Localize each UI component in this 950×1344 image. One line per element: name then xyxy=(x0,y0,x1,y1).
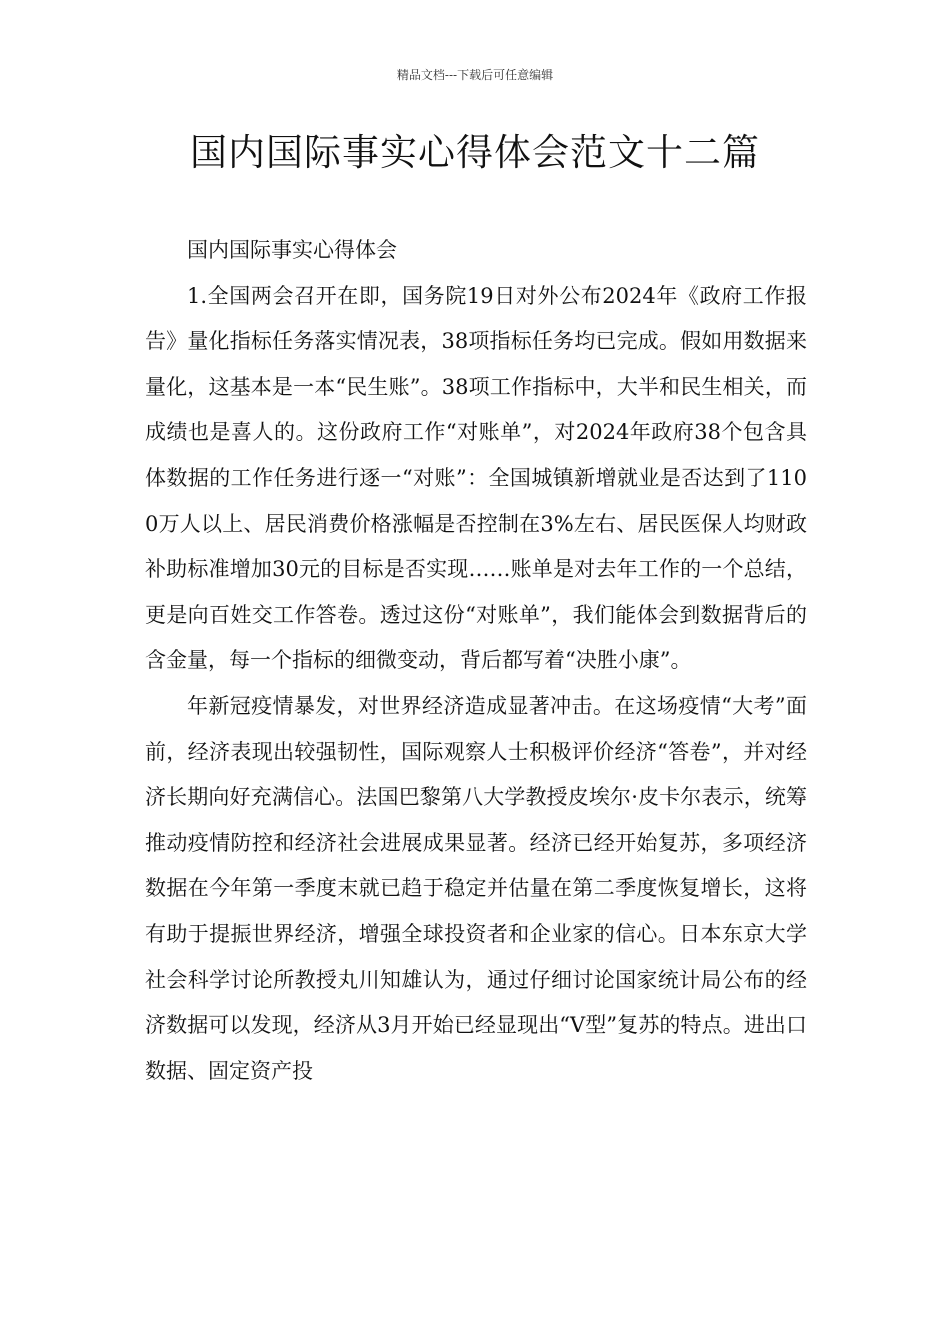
body-paragraph: 年新冠疫情暴发，对世界经济造成显著冲击。在这场疫情“大考”面前，经济表现出较强韧性，国际观察人士积极评价经济“答卷”，并对经济长期向好充满信心。法国巴黎第八大学教授皮埃尔·皮卡尔表示，统筹推动疫情防控和经济社会进展成果显著。经济已经开始复苏，多项经济数据在今年第一季度末就已趋于稳定并估量在第二季度恢复增长，这将有助于提振世界经济，增强全球投资者和企业家的信心。日本东京大学社会科学讨论所教授丸川知雄认为，通过仔细讨论国家统计局公布的经济数据可以发现，经济从3月开始已经显现出“V型”复苏的特点。进出口数据、固定资产投 xyxy=(145,693,807,1083)
document-body xyxy=(145,228,807,1094)
section-heading: 国内国际事实心得体会 xyxy=(187,238,397,262)
body-paragraph: 1.全国两会召开在即，国务院19日对外公布2024年《政府工作报告》量化指标任务落实情况表，38项指标任务均已完成。假如用数据来量化，这基本是一本“民生账”。38项工作指标中，大半和民生相关，而成绩也是喜人的。这份政府工作“对账单”，对2024年政府38个包含具体数据的工作任务进行逐一“对账”：全国城镇新增就业是否达到了1100万人以上、居民消费价格涨幅是否控制在3%左右、居民医保人均财政补助标准增加30元的目标是否实现……账单是对去年工作的一个总结，更是向百姓交工作答卷。透过这份“对账单”，我们能体会到数据背后的含金量，每一个指标的细微变动，背后都写着“决胜小康”。 xyxy=(145,283,807,673)
header-note: 精品文档---下载后可任意编辑 xyxy=(396,68,554,82)
document-title: 国内国际事实心得体会范文十二篇 xyxy=(190,131,760,174)
